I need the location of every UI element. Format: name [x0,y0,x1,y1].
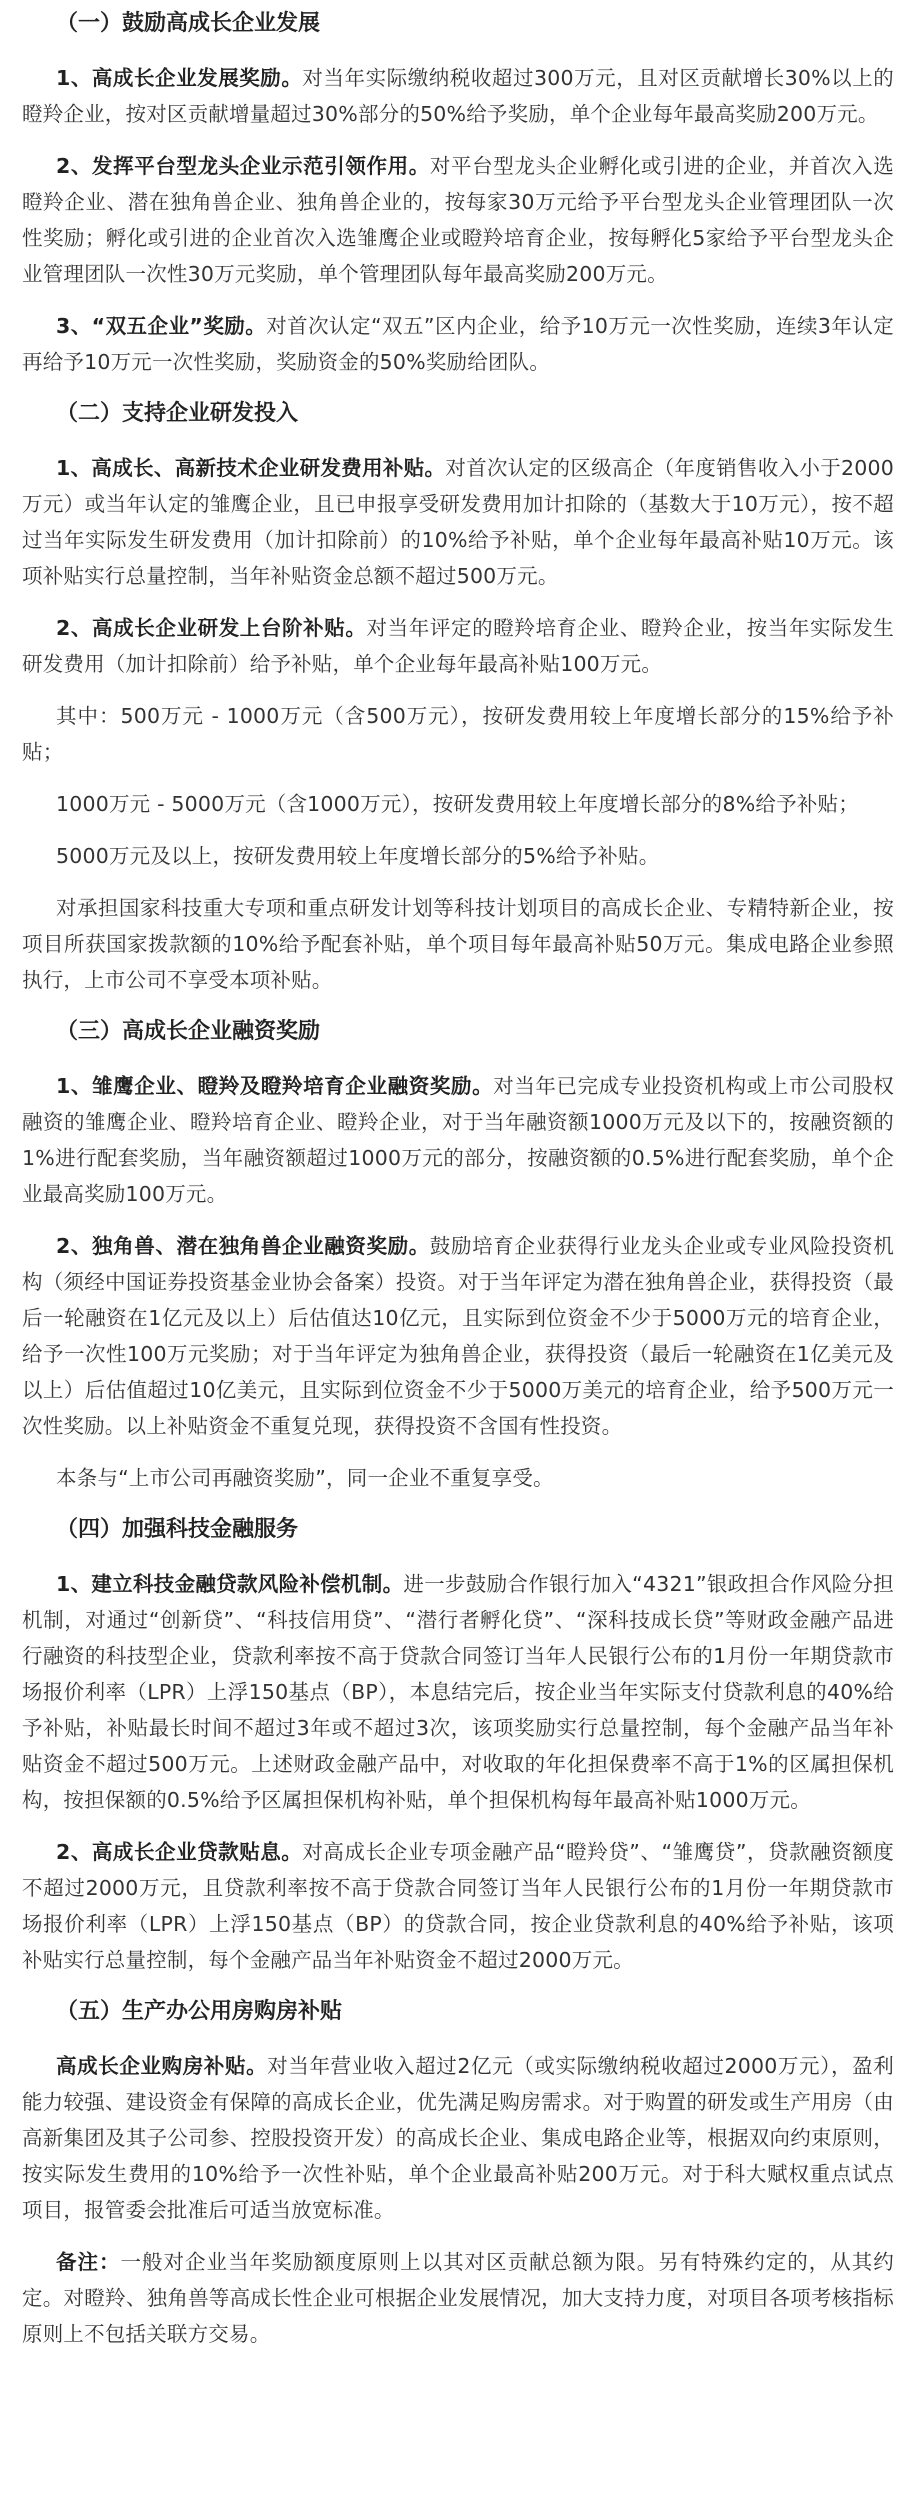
section-heading-2: （二）支持企业研发投入 [56,401,299,426]
item-title: 2、高成长企业贷款贴息。 [56,1840,303,1864]
paragraph [22,148,894,292]
paragraph [22,60,894,132]
section-heading-3: （三）高成长企业融资奖励 [56,1019,321,1044]
note-label: 备注： [56,2250,121,2274]
section-heading-5: （五）生产办公用房购房补贴 [56,1999,343,2024]
paragraph-text: 1000万元 - 5000万元（含1000万元），按研发费用较上年度增长部分的8%给予补贴； [56,792,859,816]
item-title: 1、高成长、高新技术企业研发费用补贴。 [56,456,446,480]
paragraph [22,308,894,380]
paragraph-text: 对当年实际缴纳税收超过300万元，且对区贡献增长30%以上的瞪羚企业，按对区贡献增量超过30%部分的50%给予奖励，单个企业每年最高奖励200万元。 [22,66,894,126]
item-title: 1、高成长企业发展奖励。 [56,66,303,90]
paragraph-text: 对首次认定的区级高企（年度销售收入小于2000万元）或当年认定的雏鹰企业，且已申报享受研发费用加计扣除的（基数大于10万元），按不超过当年实际发生研发费用（加计扣除前）的10%给予补贴，单个企业每年最高补贴10万元。该项补贴实行总量控制，当年补贴资金总额不超过500万元。 [22,456,894,588]
item-title: 高成长企业购房补贴。 [56,2054,268,2078]
paragraph [22,2048,894,2228]
paragraph-text: 对平台型龙头企业孵化或引进的企业，并首次入选瞪羚企业、潜在独角兽企业、独角兽企业的，按每家30万元给予平台型龙头企业管理团队一次性奖励；孵化或引进的企业首次入选雏鹰企业或瞪羚培育企业，按每孵化5家给予平台型龙头企业管理团队一次性30万元奖励，单个管理团队每年最高奖励200万元。 [22,154,894,286]
paragraph-text: 鼓励培育企业获得行业龙头企业或专业风险投资机构（须经中国证券投资基金业协会备案）投资。对于当年评定为潜在独角兽企业，获得投资（最后一轮融资在1亿元及以上）后估值达10亿元，且实际到位资金不少于5000万元的培育企业，给予一次性100万元奖励；对于当年评定为独角兽企业，获得投资（最后一轮融资在1亿美元及以上）后估值超过10亿美元，且实际到位资金不少于5000万美元的培育企业，给予500万元一次性奖励。以上补贴资金不重复兑现，获得投资不含国有性投资。 [22,1234,894,1438]
paragraph [22,1460,894,1496]
note-paragraph [22,2244,894,2352]
paragraph [22,1566,894,1818]
section-heading-4: （四）加强科技金融服务 [56,1517,299,1542]
paragraph-text: 对首次认定“双五”区内企业，给予10万元一次性奖励，连续3年认定再给予10万元一次性奖励，奖励资金的50%奖励给团队。 [22,314,894,374]
item-title: 3、“双五企业”奖励。 [56,314,267,338]
paragraph [22,838,894,874]
paragraph-text: 对高成长企业专项金融产品“瞪羚贷”、“雏鹰贷”，贷款融资额度不超过2000万元，且贷款利率按不高于贷款合同签订当年人民银行公布的1月份一年期贷款市场报价利率（LPR）上浮150基点（BP）的贷款合同，按企业贷款利息的40%给予补贴，该项补贴实行总量控制，每个金融产品当年补贴资金不超过2000万元。 [22,1840,895,1972]
paragraph [22,698,894,770]
item-title: 2、高成长企业研发上台阶补贴。 [56,616,367,640]
section-heading-1: （一）鼓励高成长企业发展 [56,11,321,36]
paragraph-text: 其中：500万元 - 1000万元（含500万元），按研发费用较上年度增长部分的15%给予补贴； [22,704,894,764]
item-title: 2、发挥平台型龙头企业示范引领作用。 [56,154,430,178]
paragraph [22,450,894,594]
item-title: 1、建立科技金融贷款风险补偿机制。 [56,1572,404,1596]
paragraph [22,610,894,682]
paragraph [22,1834,894,1978]
item-title: 1、雏鹰企业、瞪羚及瞪羚培育企业融资奖励。 [56,1074,494,1098]
paragraph-text: 一般对企业当年奖励额度原则上以其对区贡献总额为限。另有特殊约定的，从其约定。对瞪羚、独角兽等高成长性企业可根据企业发展情况，加大支持力度，对项目各项考核指标原则上不包括关联方交易。 [22,2250,894,2346]
paragraph-text: 5000万元及以上，按研发费用较上年度增长部分的5%给予补贴。 [56,844,660,868]
paragraph-text: 本条与“上市公司再融资奖励”，同一企业不重复享受。 [56,1466,554,1490]
paragraph-text: 进一步鼓励合作银行加入“4321”银政担合作风险分担机制，对通过“创新贷”、“科技信用贷”、“潜行者孵化贷”、“深科技成长贷”等财政金融产品进行融资的科技型企业，贷款利率按不高于贷款合同签订当年人民银行公布的1月份一年期贷款市场报价利率（LPR）上浮150基点（BP），本息结完后，按企业当年实际支付贷款利息的40%给予补贴，补贴最长时间不超过3年或不超过3次，该项奖励实行总量控制，每个金融产品当年补贴资金不超过500万元。上述财政金融产品中，对收取的年化担保费率不高于1%的区属担保机构，按担保额的0.5%给予区属担保机构补贴，单个担保机构每年最高补贴1000万元。 [22,1572,894,1812]
paragraph [22,1228,894,1444]
paragraph-text: 对当年评定的瞪羚培育企业、瞪羚企业，按当年实际发生研发费用（加计扣除前）给予补贴，单个企业每年最高补贴100万元。 [22,616,895,676]
paragraph [22,890,894,998]
paragraph [22,786,894,822]
paragraph-text: 对当年已完成专业投资机构或上市公司股权融资的雏鹰企业、瞪羚培育企业、瞪羚企业，对于当年融资额1000万元及以下的，按融资额的1%进行配套奖励，当年融资额超过1000万元的部分，按融资额的0.5%进行配套奖励，单个企业最高奖励100万元。 [22,1074,894,1206]
paragraph-text: 对当年营业收入超过2亿元（或实际缴纳税收超过2000万元），盈利能力较强、建设资金有保障的高成长企业，优先满足购房需求。对于购置的研发或生产用房（由高新集团及其子公司参、控股投资开发）的高成长企业、集成电路企业等，根据双向约束原则，按实际发生费用的10%给予一次性补贴，单个企业最高补贴200万元。对于科大赋权重点试点项目，报管委会批准后可适当放宽标准。 [22,2054,894,2222]
item-title: 2、独角兽、潜在独角兽企业融资奖励。 [56,1234,430,1258]
paragraph-text: 对承担国家科技重大专项和重点研发计划等科技计划项目的高成长企业、专精特新企业，按项目所获国家拨款额的10%给予配套补贴，单个项目每年最高补贴50万元。集成电路企业参照执行，上市公司不享受本项补贴。 [22,896,894,992]
paragraph [22,1068,894,1212]
